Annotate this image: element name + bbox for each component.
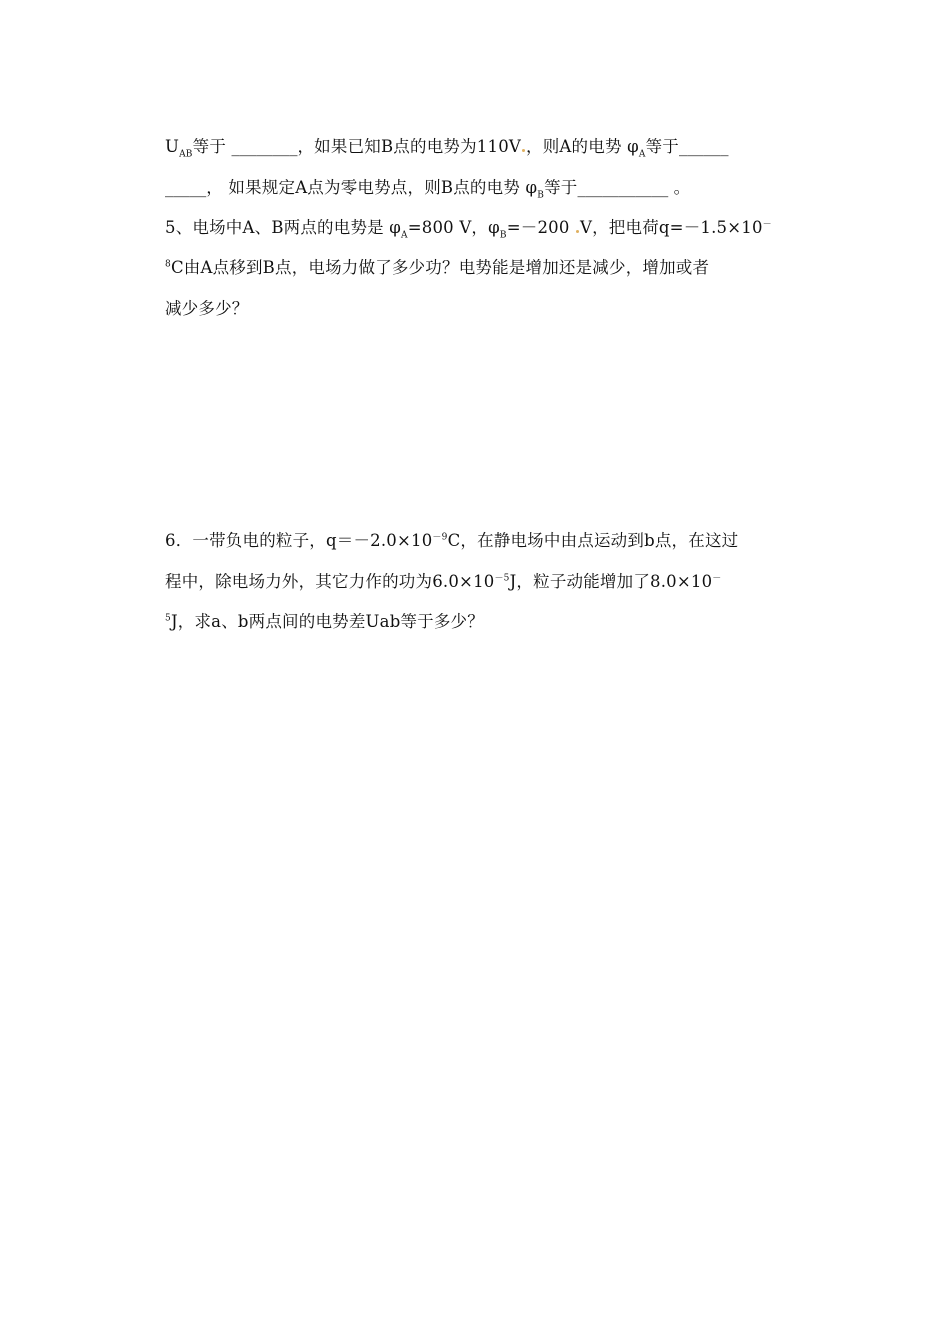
u-subscript: AB	[179, 149, 193, 160]
q4-text-2: ，如果已知B点的电势为110V	[297, 137, 522, 156]
phi-b-subscript: B	[537, 190, 545, 201]
q5-line-3	[165, 299, 249, 319]
answer-blank-uab[interactable]: ________	[231, 137, 298, 156]
q4-text-5: ， 如果规定A点为零电势点，则B点的电势 φ	[206, 178, 538, 197]
exponent-superscript: 8	[165, 259, 171, 270]
q5-text-6: 减少多少？	[165, 299, 249, 318]
q6-text-1: 6．一带负电的粒子，q＝－2.0×10	[165, 531, 433, 550]
mark-dot	[576, 230, 579, 233]
phi-a-subscript: A	[401, 230, 408, 241]
q4-text-6: 等于	[544, 178, 578, 197]
q5-text-4: V，把电荷q=－1.5×10	[579, 218, 763, 237]
q4-text-7: 。	[668, 178, 691, 197]
q6-text-4: J，粒子动能增加了8.0×10	[509, 572, 713, 591]
q4-line-1	[165, 137, 729, 160]
q6-line-1	[165, 531, 738, 551]
q5-text-5: C由A点移到B点，电场力做了多少功？电势能是增加还是减少，增加或者	[170, 258, 710, 277]
answer-blank-phi-a-part2[interactable]: _____	[165, 178, 207, 197]
exponent-superscript: －	[762, 219, 772, 230]
q6-text-5: J，求a、b两点间的电势差Uab等于多少？	[170, 612, 484, 631]
q4-text-3: ，则A的电势 φ	[526, 137, 639, 156]
q5-line-1	[165, 218, 772, 241]
q4-text-4: 等于	[645, 137, 679, 156]
q5-text-2: =800 V，φ	[407, 218, 500, 237]
u-label: U	[165, 137, 180, 156]
exponent-superscript: －5	[494, 573, 510, 584]
q5-line-2	[165, 258, 709, 278]
q6-line-3	[165, 612, 484, 632]
q6-line-2	[165, 572, 722, 592]
q6-text-3: 程中，除电场力外，其它力作的功为6.0×10	[165, 572, 495, 591]
exponent-superscript: －9	[432, 532, 448, 543]
exponent-superscript: －	[712, 573, 722, 584]
answer-blank-phi-a-part1[interactable]: ______	[678, 137, 729, 156]
q5-text-3: =－200	[506, 218, 575, 237]
answer-blank-phi-b[interactable]: ___________	[577, 178, 669, 197]
phi-a-subscript: A	[638, 149, 646, 160]
exponent-superscript: 5	[165, 613, 171, 624]
q5-text-1: 5、电场中A、B两点的电势是 φ	[165, 218, 402, 237]
mark-dot	[522, 149, 525, 152]
q4-text-1: 等于	[192, 137, 232, 156]
q6-text-2: C，在静电场中由点运动到b点，在这过	[447, 531, 739, 550]
q4-line-2	[165, 178, 691, 201]
phi-b-subscript: B	[499, 230, 507, 241]
